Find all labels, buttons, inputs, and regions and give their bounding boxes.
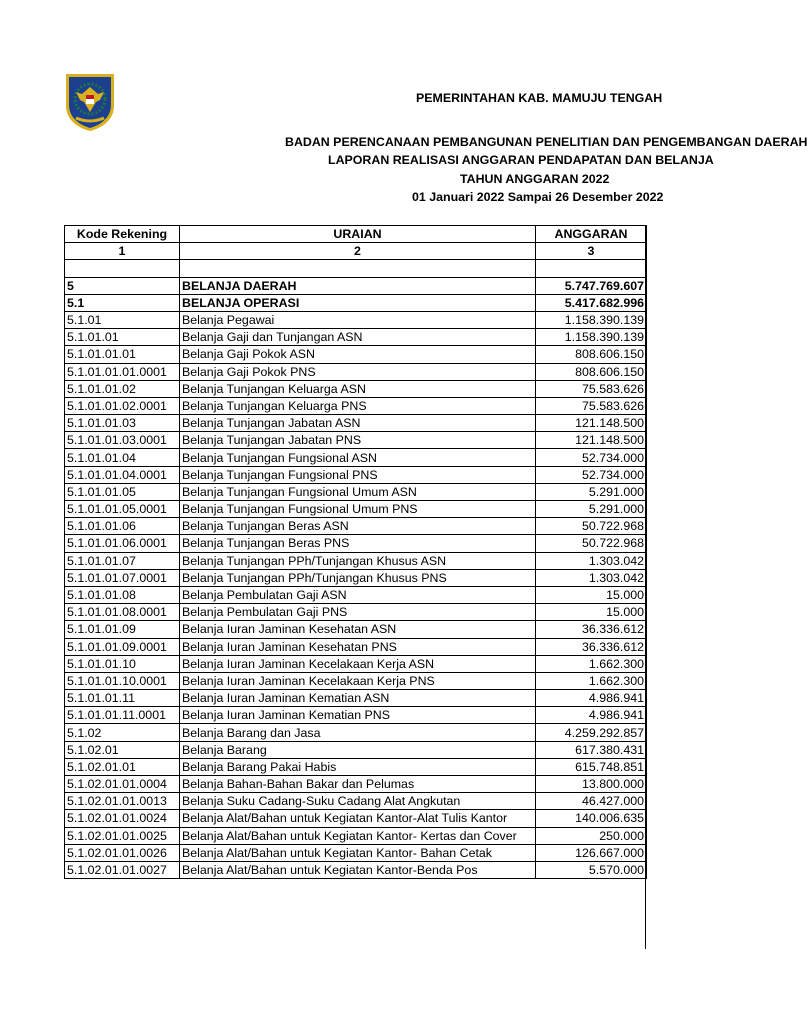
budget-amount-cell: 140.006.635	[536, 810, 647, 827]
account-code-cell: 5.1.01.01.03	[65, 415, 180, 432]
account-code-cell: 5.1.01.01.01.0001	[65, 363, 180, 380]
budget-amount-cell: 126.667.000	[536, 844, 647, 861]
account-code-cell: 5.1.01.01.05	[65, 483, 180, 500]
account-code-cell: 5.1.02.01.01.0024	[65, 810, 180, 827]
kemendagri-emblem-icon	[64, 72, 116, 132]
description-cell: Belanja Tunjangan Fungsional ASN	[180, 449, 536, 466]
table-row	[65, 844, 647, 861]
column-header-code: Kode Rekening	[65, 226, 180, 243]
budget-amount-cell: 50.722.968	[536, 535, 647, 552]
table-row	[65, 449, 647, 466]
account-code-cell: 5.1.01.01.10.0001	[65, 672, 180, 689]
table-row	[65, 690, 647, 707]
budget-amount-cell: 75.583.626	[536, 397, 647, 414]
table-row	[65, 363, 647, 380]
table-row	[65, 741, 647, 758]
column-header-description: URAIAN	[180, 226, 536, 243]
description-cell: Belanja Tunjangan Fungsional Umum PNS	[180, 501, 536, 518]
budget-amount-cell: 1.303.042	[536, 552, 647, 569]
description-cell: Belanja Iuran Jaminan Kecelakaan Kerja ASN	[180, 655, 536, 672]
description-cell: BELANJA OPERASI	[180, 294, 536, 311]
blank-cell	[180, 260, 536, 277]
agency-title: BADAN PERENCANAAN PEMBANGUNAN PENELITIAN DAN PENGEMBANGAN DAERAH	[285, 135, 808, 149]
account-code-cell: 5.1.02.01	[65, 741, 180, 758]
table-row	[65, 655, 647, 672]
table-row	[65, 415, 647, 432]
budget-amount-cell: 4.986.941	[536, 707, 647, 724]
account-code-cell: 5.1.01.01.09	[65, 621, 180, 638]
budget-amount-cell: 1.158.390.139	[536, 329, 647, 346]
budget-amount-cell: 5.291.000	[536, 483, 647, 500]
table-row	[65, 707, 647, 724]
description-cell: Belanja Tunjangan Beras PNS	[180, 535, 536, 552]
table-row	[65, 827, 647, 844]
column-number: 2	[180, 243, 536, 260]
government-title: PEMERINTAHAN KAB. MAMUJU TENGAH	[416, 91, 663, 105]
budget-amount-cell: 5.570.000	[536, 861, 647, 878]
table-row	[65, 586, 647, 603]
account-code-cell: 5.1.01.01.11	[65, 690, 180, 707]
budget-amount-cell: 808.606.150	[536, 346, 647, 363]
description-cell: Belanja Iuran Jaminan Kematian ASN	[180, 690, 536, 707]
account-code-cell: 5.1.01.01	[65, 329, 180, 346]
description-cell: Belanja Iuran Jaminan Kecelakaan Kerja PNS	[180, 672, 536, 689]
budget-amount-cell: 121.148.500	[536, 432, 647, 449]
budget-amount-cell: 4.986.941	[536, 690, 647, 707]
table-row	[65, 380, 647, 397]
budget-table	[64, 225, 647, 879]
budget-amount-cell: 617.380.431	[536, 741, 647, 758]
table-row	[65, 518, 647, 535]
description-cell: Belanja Tunjangan Jabatan ASN	[180, 415, 536, 432]
table-row	[65, 501, 647, 518]
description-cell: Belanja Suku Cadang-Suku Cadang Alat Angkutan	[180, 793, 536, 810]
description-cell: Belanja Pembulatan Gaji PNS	[180, 604, 536, 621]
budget-amount-cell: 52.734.000	[536, 449, 647, 466]
account-code-cell: 5.1.01.01.07.0001	[65, 569, 180, 586]
table-row	[65, 793, 647, 810]
description-cell: BELANJA DAERAH	[180, 277, 536, 294]
description-cell: Belanja Barang	[180, 741, 536, 758]
description-cell: Belanja Iuran Jaminan Kesehatan ASN	[180, 621, 536, 638]
table-row	[65, 397, 647, 414]
description-cell: Belanja Barang dan Jasa	[180, 724, 536, 741]
table-row	[65, 535, 647, 552]
account-code-cell: 5.1.01.01.06.0001	[65, 535, 180, 552]
description-cell: Belanja Bahan-Bahan Bakar dan Pelumas	[180, 776, 536, 793]
budget-amount-cell: 50.722.968	[536, 518, 647, 535]
description-cell: Belanja Gaji dan Tunjangan ASN	[180, 329, 536, 346]
budget-amount-cell: 36.336.612	[536, 621, 647, 638]
account-code-cell: 5.1.02	[65, 724, 180, 741]
table-row	[65, 776, 647, 793]
table-row	[65, 346, 647, 363]
budget-amount-cell: 1.303.042	[536, 569, 647, 586]
account-code-cell: 5.1.02.01.01.0025	[65, 827, 180, 844]
blank-cell	[536, 260, 647, 277]
account-code-cell: 5.1.01.01.07	[65, 552, 180, 569]
account-code-cell: 5.1.02.01.01.0026	[65, 844, 180, 861]
description-cell: Belanja Pegawai	[180, 311, 536, 328]
description-cell: Belanja Tunjangan Keluarga PNS	[180, 397, 536, 414]
description-cell: Belanja Iuran Jaminan Kesehatan PNS	[180, 638, 536, 655]
table-row	[65, 810, 647, 827]
budget-amount-cell: 36.336.612	[536, 638, 647, 655]
budget-amount-cell: 15.000	[536, 604, 647, 621]
description-cell: Belanja Alat/Bahan untuk Kegiatan Kantor- Kertas dan Cover	[180, 827, 536, 844]
account-code-cell: 5.1.01.01.11.0001	[65, 707, 180, 724]
account-code-cell: 5.1.01.01.02	[65, 380, 180, 397]
budget-amount-cell: 13.800.000	[536, 776, 647, 793]
description-cell: Belanja Tunjangan Keluarga ASN	[180, 380, 536, 397]
description-cell: Belanja Barang Pakai Habis	[180, 758, 536, 775]
account-code-cell: 5.1.01.01.10	[65, 655, 180, 672]
account-code-cell: 5.1.01.01.04.0001	[65, 466, 180, 483]
description-cell: Belanja Tunjangan Beras ASN	[180, 518, 536, 535]
account-code-cell: 5.1.01.01.08	[65, 586, 180, 603]
account-code-cell: 5.1.02.01.01.0004	[65, 776, 180, 793]
account-code-cell: 5.1	[65, 294, 180, 311]
account-code-cell: 5.1.01.01.05.0001	[65, 501, 180, 518]
account-code-cell: 5.1.01.01.04	[65, 449, 180, 466]
blank-cell	[65, 260, 180, 277]
budget-amount-cell: 808.606.150	[536, 363, 647, 380]
budget-amount-cell: 5.747.769.607	[536, 277, 647, 294]
column-header-budget: ANGGARAN	[536, 226, 647, 243]
budget-amount-cell: 1.662.300	[536, 655, 647, 672]
budget-amount-cell: 5.417.682.996	[536, 294, 647, 311]
table-row	[65, 861, 647, 878]
column-number: 3	[536, 243, 647, 260]
report-title: LAPORAN REALISASI ANGGARAN PENDAPATAN DAN BELANJA	[328, 153, 714, 167]
table-row	[65, 277, 647, 294]
table-right-border	[645, 225, 646, 949]
description-cell: Belanja Tunjangan Fungsional Umum ASN	[180, 483, 536, 500]
account-code-cell: 5.1.01	[65, 311, 180, 328]
table-row	[65, 638, 647, 655]
table-row	[65, 621, 647, 638]
account-code-cell: 5.1.02.01.01.0013	[65, 793, 180, 810]
account-code-cell: 5	[65, 277, 180, 294]
table-row	[65, 672, 647, 689]
description-cell: Belanja Iuran Jaminan Kematian PNS	[180, 707, 536, 724]
table-row	[65, 604, 647, 621]
description-cell: Belanja Tunjangan PPh/Tunjangan Khusus PNS	[180, 569, 536, 586]
description-cell: Belanja Tunjangan Jabatan PNS	[180, 432, 536, 449]
table-row	[65, 329, 647, 346]
description-cell: Belanja Alat/Bahan untuk Kegiatan Kantor- Bahan Cetak	[180, 844, 536, 861]
table-row	[65, 466, 647, 483]
description-cell: Belanja Tunjangan PPh/Tunjangan Khusus ASN	[180, 552, 536, 569]
table-row	[65, 758, 647, 775]
description-cell: Belanja Pembulatan Gaji ASN	[180, 586, 536, 603]
table-row	[65, 552, 647, 569]
budget-amount-cell: 4.259.292.857	[536, 724, 647, 741]
table-body	[65, 277, 647, 879]
budget-amount-cell: 15.000	[536, 586, 647, 603]
table-row	[65, 724, 647, 741]
account-code-cell: 5.1.01.01.02.0001	[65, 397, 180, 414]
budget-amount-cell: 615.748.851	[536, 758, 647, 775]
description-cell: Belanja Alat/Bahan untuk Kegiatan Kantor-Alat Tulis Kantor	[180, 810, 536, 827]
budget-amount-cell: 5.291.000	[536, 501, 647, 518]
account-code-cell: 5.1.01.01.03.0001	[65, 432, 180, 449]
column-number: 1	[65, 243, 180, 260]
budget-amount-cell: 46.427.000	[536, 793, 647, 810]
table-row	[65, 569, 647, 586]
account-code-cell: 5.1.01.01.08.0001	[65, 604, 180, 621]
account-code-cell: 5.1.01.01.01	[65, 346, 180, 363]
account-code-cell: 5.1.02.01.01	[65, 758, 180, 775]
fiscal-year: TAHUN ANGGARAN 2022	[460, 172, 610, 186]
account-code-cell: 5.1.01.01.09.0001	[65, 638, 180, 655]
budget-amount-cell: 52.734.000	[536, 466, 647, 483]
table-row	[65, 294, 647, 311]
description-cell: Belanja Alat/Bahan untuk Kegiatan Kantor-Benda Pos	[180, 861, 536, 878]
description-cell: Belanja Gaji Pokok PNS	[180, 363, 536, 380]
budget-amount-cell: 1.662.300	[536, 672, 647, 689]
description-cell: Belanja Gaji Pokok ASN	[180, 346, 536, 363]
account-code-cell: 5.1.02.01.01.0027	[65, 861, 180, 878]
budget-amount-cell: 75.583.626	[536, 380, 647, 397]
budget-amount-cell: 250.000	[536, 827, 647, 844]
account-code-cell: 5.1.01.01.06	[65, 518, 180, 535]
table-row	[65, 483, 647, 500]
report-period: 01 Januari 2022 Sampai 26 Desember 2022	[412, 190, 664, 204]
description-cell: Belanja Tunjangan Fungsional PNS	[180, 466, 536, 483]
table-row	[65, 432, 647, 449]
table-row	[65, 311, 647, 328]
budget-amount-cell: 1.158.390.139	[536, 311, 647, 328]
budget-amount-cell: 121.148.500	[536, 415, 647, 432]
